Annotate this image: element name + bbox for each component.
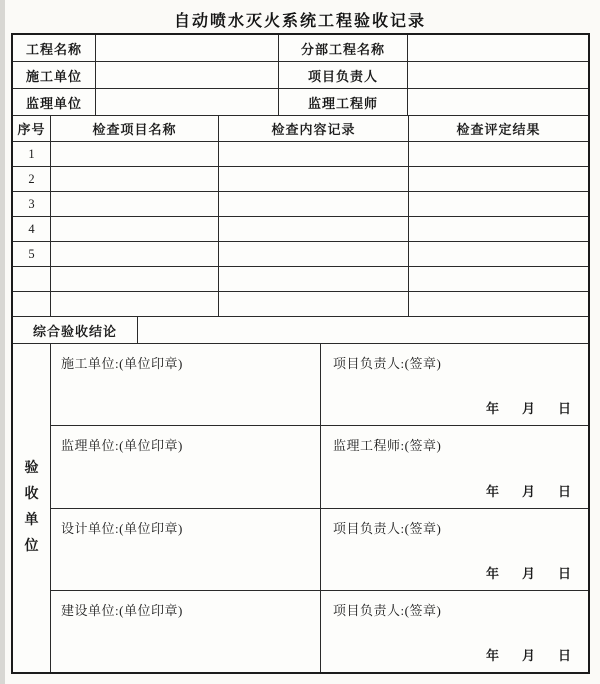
evaluation-result-cell[interactable] bbox=[409, 242, 588, 267]
seq-cell: 1 bbox=[13, 142, 51, 167]
date-fields[interactable]: 年 月 日 bbox=[485, 648, 576, 663]
supervision-unit-label: 监理单位 bbox=[13, 89, 96, 116]
evaluation-result-cell[interactable] bbox=[409, 292, 588, 317]
supervision-engineer-value[interactable] bbox=[408, 89, 588, 116]
evaluation-result-cell[interactable] bbox=[409, 142, 588, 167]
construction-unit-seal-cell[interactable]: 施工单位:(单位印章) bbox=[51, 344, 321, 425]
seq-cell: 3 bbox=[13, 192, 51, 217]
content-record-cell[interactable] bbox=[219, 217, 409, 242]
design-unit-seal-cell[interactable]: 设计单位:(单位印章) bbox=[51, 509, 321, 590]
supervision-engineer-label: 监理工程师 bbox=[279, 89, 408, 116]
evaluation-result-cell[interactable] bbox=[409, 217, 588, 242]
signer-label: 项目负责人:(签章) bbox=[333, 520, 442, 536]
content-record-cell[interactable] bbox=[219, 242, 409, 267]
signature-rows bbox=[51, 344, 588, 672]
col-header-item-name: 检查项目名称 bbox=[51, 116, 219, 142]
content-record-cell[interactable] bbox=[219, 142, 409, 167]
content-record-cell[interactable] bbox=[219, 167, 409, 192]
item-name-cell[interactable] bbox=[51, 242, 219, 267]
seq-cell: 4 bbox=[13, 217, 51, 242]
acceptance-unit-side-label: 验收单位 bbox=[24, 461, 39, 554]
supervision-signer-cell[interactable] bbox=[321, 426, 588, 507]
item-name-cell[interactable] bbox=[51, 217, 219, 242]
table-row bbox=[13, 217, 588, 242]
project-info-section bbox=[13, 35, 588, 116]
item-name-cell[interactable] bbox=[51, 167, 219, 192]
signer-label: 监理工程师:(签章) bbox=[333, 438, 442, 454]
sub-project-name-value[interactable] bbox=[408, 35, 588, 62]
supervision-unit-seal-cell[interactable]: 监理单位:(单位印章) bbox=[51, 426, 321, 507]
table-row bbox=[13, 267, 588, 292]
info-row bbox=[13, 35, 588, 62]
seq-cell bbox=[13, 267, 51, 292]
col-header-evaluation-result: 检查评定结果 bbox=[409, 116, 588, 142]
item-name-cell[interactable] bbox=[51, 192, 219, 217]
seq-cell: 2 bbox=[13, 167, 51, 192]
table-row bbox=[13, 167, 588, 192]
project-manager-value[interactable] bbox=[408, 62, 588, 89]
col-header-seq: 序号 bbox=[13, 116, 51, 142]
table-row bbox=[13, 292, 588, 317]
signature-row-owner bbox=[51, 591, 588, 672]
signature-row-design bbox=[51, 509, 588, 591]
signer-label: 项目负责人:(签章) bbox=[333, 602, 442, 618]
table-row bbox=[13, 242, 588, 267]
date-fields[interactable]: 年 月 日 bbox=[485, 401, 576, 417]
item-name-cell[interactable] bbox=[51, 267, 219, 292]
evaluation-result-cell[interactable] bbox=[409, 192, 588, 217]
date-fields[interactable]: 年 月 日 bbox=[485, 565, 576, 581]
content-record-cell[interactable] bbox=[219, 192, 409, 217]
supervision-unit-value[interactable] bbox=[96, 89, 279, 116]
acceptance-record-form bbox=[11, 33, 590, 674]
conclusion-label: 综合验收结论 bbox=[13, 317, 138, 343]
info-row bbox=[13, 62, 588, 89]
project-manager-label: 项目负责人 bbox=[279, 62, 408, 89]
sub-project-name-label: 分部工程名称 bbox=[279, 35, 408, 62]
conclusion-value[interactable] bbox=[138, 317, 588, 343]
owner-signer-cell[interactable] bbox=[321, 591, 588, 672]
seq-cell: 5 bbox=[13, 242, 51, 267]
info-row bbox=[13, 89, 588, 116]
evaluation-result-cell[interactable] bbox=[409, 167, 588, 192]
check-table-header-row bbox=[13, 116, 588, 142]
project-name-label: 工程名称 bbox=[13, 35, 96, 62]
table-row bbox=[13, 192, 588, 217]
item-name-cell[interactable] bbox=[51, 142, 219, 167]
date-fields[interactable]: 年 月 日 bbox=[485, 483, 576, 499]
page-title: 自动喷水灭火系统工程验收记录 bbox=[173, 13, 426, 30]
content-record-cell[interactable] bbox=[219, 267, 409, 292]
content-record-cell[interactable] bbox=[219, 292, 409, 317]
construction-unit-value[interactable] bbox=[96, 62, 279, 89]
seq-cell bbox=[13, 292, 51, 317]
project-name-value[interactable] bbox=[96, 35, 279, 62]
acceptance-units-section bbox=[13, 344, 588, 672]
col-header-content-record: 检查内容记录 bbox=[219, 116, 409, 142]
acceptance-unit-side-header bbox=[13, 344, 51, 672]
scan-edge-shadow bbox=[0, 0, 5, 684]
construction-signer-cell[interactable] bbox=[321, 344, 588, 425]
signature-row-supervision bbox=[51, 426, 588, 508]
item-name-cell[interactable] bbox=[51, 292, 219, 317]
table-row bbox=[13, 142, 588, 167]
design-signer-cell[interactable] bbox=[321, 509, 588, 590]
signature-row-construction bbox=[51, 344, 588, 426]
signer-label: 项目负责人:(签章) bbox=[333, 356, 442, 371]
construction-unit-label: 施工单位 bbox=[13, 62, 96, 89]
check-table-section bbox=[13, 116, 588, 317]
owner-unit-seal-cell[interactable]: 建设单位:(单位印章) bbox=[51, 591, 321, 672]
evaluation-result-cell[interactable] bbox=[409, 267, 588, 292]
conclusion-section bbox=[13, 317, 588, 344]
